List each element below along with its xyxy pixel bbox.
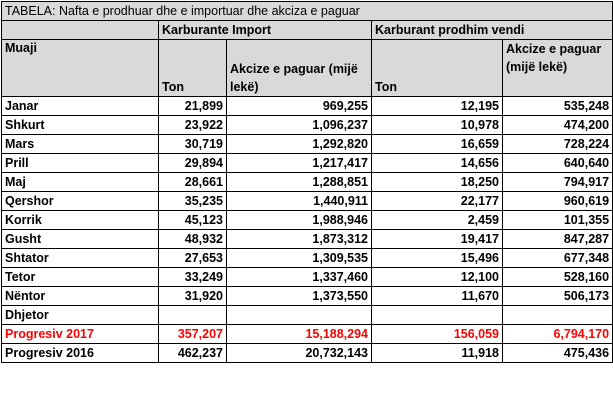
header-month: Muaji <box>2 40 159 97</box>
cell-import-excise: 1,309,535 <box>227 249 372 268</box>
header-import-ton: Ton <box>159 40 227 97</box>
cell-month: Mars <box>2 135 159 154</box>
cell-import-ton: 29,894 <box>159 154 227 173</box>
header-domestic-ton: Ton <box>372 40 503 97</box>
table-row <box>2 135 613 154</box>
table-row <box>2 97 613 116</box>
cell-domestic-ton: 2,459 <box>372 211 503 230</box>
table-title: TABELA: Nafta e prodhuar dhe e importuar dhe akciza e paguar <box>2 2 613 21</box>
group-header-import: Karburante Import <box>159 21 372 40</box>
cell-month: Nëntor <box>2 287 159 306</box>
header-import-excise: Akcize e paguar (mijë lekë) <box>227 40 372 97</box>
cell-domestic-excise: 528,160 <box>503 268 613 287</box>
cell-import-excise <box>227 306 372 325</box>
cell-month: Prill <box>2 154 159 173</box>
cell-import-ton: 31,920 <box>159 287 227 306</box>
cell-month: Gusht <box>2 230 159 249</box>
cell-domestic-ton: 18,250 <box>372 173 503 192</box>
total-domestic-excise: 475,436 <box>503 344 613 363</box>
table-row <box>2 192 613 211</box>
cell-domestic-excise <box>503 306 613 325</box>
cell-import-ton: 30,719 <box>159 135 227 154</box>
cell-import-ton <box>159 306 227 325</box>
cell-domestic-excise: 728,224 <box>503 135 613 154</box>
cell-domestic-excise: 506,173 <box>503 287 613 306</box>
cell-domestic-ton: 19,417 <box>372 230 503 249</box>
table-row <box>2 230 613 249</box>
cell-import-excise: 1,988,946 <box>227 211 372 230</box>
cell-domestic-ton: 12,100 <box>372 268 503 287</box>
table-row <box>2 173 613 192</box>
cell-import-ton: 48,932 <box>159 230 227 249</box>
table-row <box>2 249 613 268</box>
table-row <box>2 154 613 173</box>
cell-import-excise: 1,288,851 <box>227 173 372 192</box>
cell-month: Maj <box>2 173 159 192</box>
cell-import-ton: 45,123 <box>159 211 227 230</box>
cell-month: Qershor <box>2 192 159 211</box>
table-row <box>2 211 613 230</box>
cell-import-excise: 1,373,550 <box>227 287 372 306</box>
total-import-excise: 15,188,294 <box>227 325 372 344</box>
cell-import-ton: 35,235 <box>159 192 227 211</box>
group-header-domestic: Karburant prodhim vendi <box>372 21 613 40</box>
total-domestic-ton: 156,059 <box>372 325 503 344</box>
header-blank <box>2 21 159 40</box>
cell-domestic-excise: 640,640 <box>503 154 613 173</box>
total-domestic-ton: 11,918 <box>372 344 503 363</box>
cell-domestic-excise: 794,917 <box>503 173 613 192</box>
cell-import-ton: 28,661 <box>159 173 227 192</box>
cell-domestic-excise: 847,287 <box>503 230 613 249</box>
cell-import-ton: 33,249 <box>159 268 227 287</box>
table-row <box>2 116 613 135</box>
cell-import-excise: 1,440,911 <box>227 192 372 211</box>
cell-month: Dhjetor <box>2 306 159 325</box>
total-import-excise: 20,732,143 <box>227 344 372 363</box>
total-import-ton: 462,237 <box>159 344 227 363</box>
cell-import-ton: 23,922 <box>159 116 227 135</box>
cell-month: Tetor <box>2 268 159 287</box>
fuel-excise-table <box>1 1 613 363</box>
table-row <box>2 306 613 325</box>
total-label: Progresiv 2017 <box>2 325 159 344</box>
cell-domestic-ton: 11,670 <box>372 287 503 306</box>
cell-month: Janar <box>2 97 159 116</box>
cell-import-excise: 1,217,417 <box>227 154 372 173</box>
total-domestic-excise: 6,794,170 <box>503 325 613 344</box>
table-row <box>2 287 613 306</box>
cell-domestic-excise: 677,348 <box>503 249 613 268</box>
cell-month: Shkurt <box>2 116 159 135</box>
cell-domestic-ton: 12,195 <box>372 97 503 116</box>
cell-domestic-ton <box>372 306 503 325</box>
cell-month: Korrik <box>2 211 159 230</box>
cell-domestic-ton: 14,656 <box>372 154 503 173</box>
cell-domestic-excise: 535,248 <box>503 97 613 116</box>
cell-month: Shtator <box>2 249 159 268</box>
cell-domestic-ton: 10,978 <box>372 116 503 135</box>
total-label: Progresiv 2016 <box>2 344 159 363</box>
cell-import-excise: 1,292,820 <box>227 135 372 154</box>
cell-domestic-ton: 16,659 <box>372 135 503 154</box>
cell-import-ton: 21,899 <box>159 97 227 116</box>
cell-domestic-excise: 474,200 <box>503 116 613 135</box>
total-import-ton: 357,207 <box>159 325 227 344</box>
cell-import-ton: 27,653 <box>159 249 227 268</box>
cell-import-excise: 1,337,460 <box>227 268 372 287</box>
header-domestic-excise: Akcize e paguar (mijë lekë) <box>503 40 613 97</box>
cell-import-excise: 1,096,237 <box>227 116 372 135</box>
cell-import-excise: 1,873,312 <box>227 230 372 249</box>
table-row <box>2 268 613 287</box>
cell-domestic-ton: 15,496 <box>372 249 503 268</box>
cell-domestic-ton: 22,177 <box>372 192 503 211</box>
cell-domestic-excise: 101,355 <box>503 211 613 230</box>
cell-domestic-excise: 960,619 <box>503 192 613 211</box>
cell-import-excise: 969,255 <box>227 97 372 116</box>
